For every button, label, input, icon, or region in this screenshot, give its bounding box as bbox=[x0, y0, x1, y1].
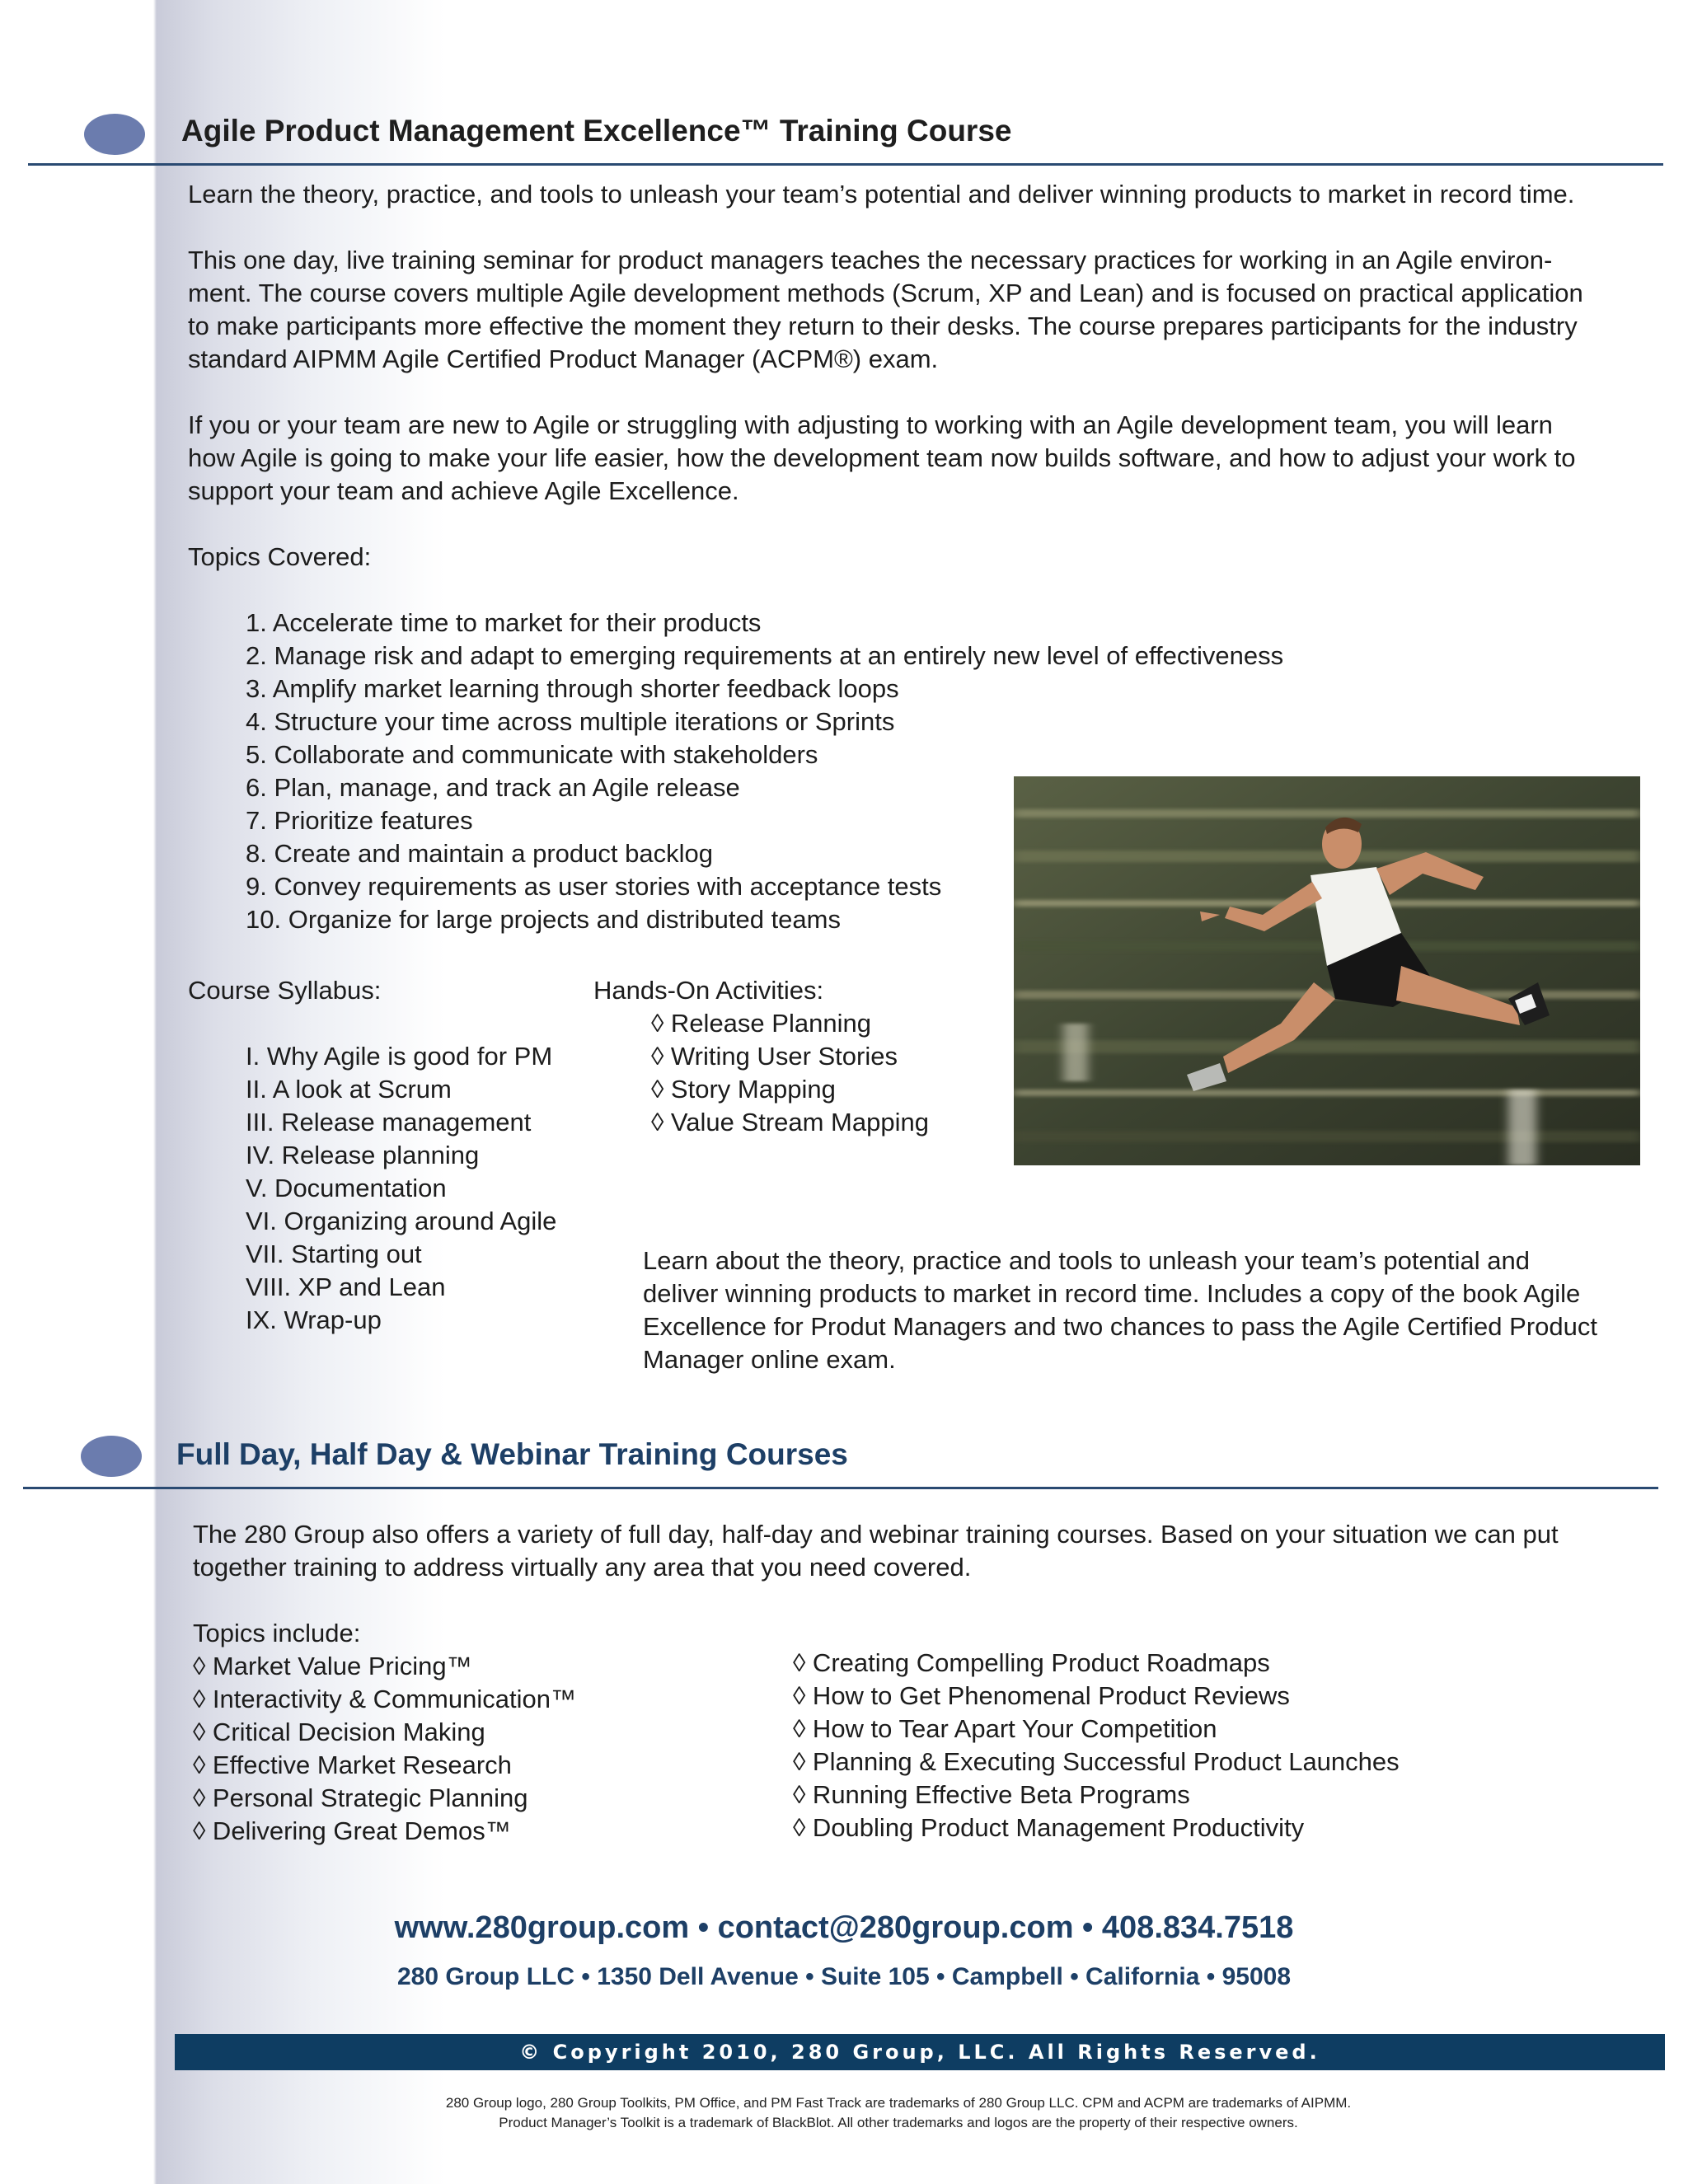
list-item: VII. Starting out bbox=[246, 1240, 422, 1268]
hands-on-activities-list bbox=[651, 1007, 929, 1139]
copyright-bar: © Copyright 2010, 280 Group, LLC. All Rights Reserved. bbox=[175, 2034, 1665, 2070]
list-item: ◊ Market Value Pricing™ bbox=[193, 1652, 472, 1680]
address-line: 280 Group LLC • 1350 Dell Avenue • Suite 105 • Campbell • California • 95008 bbox=[397, 1963, 1291, 1990]
topics-right-list bbox=[793, 1647, 1400, 1844]
list-item: 2. Manage risk and adapt to emerging requirements at an entirely new level of effectiveness bbox=[246, 641, 1284, 670]
course-summary bbox=[643, 1244, 1597, 1376]
paragraph-line: together training to address virtually any area that you need covered. bbox=[193, 1553, 972, 1582]
section2-title: Full Day, Half Day & Webinar Training Courses bbox=[176, 1437, 848, 1471]
paragraph-line: If you or your team are new to Agile or struggling with adjusting to working with an Agile development team, you will learn bbox=[188, 410, 1553, 439]
hands-on-activities-heading: Hands-On Activities: bbox=[593, 976, 824, 1005]
list-item: 4. Structure your time across multiple iterations or Sprints bbox=[246, 707, 895, 736]
list-item: ◊ Critical Decision Making bbox=[193, 1718, 485, 1746]
list-item: IX. Wrap-up bbox=[246, 1305, 382, 1334]
paragraph-line: Excellence for Produt Managers and two chances to pass the Agile Certified Product bbox=[643, 1312, 1597, 1341]
list-item: ◊ Planning & Executing Successful Product Launches bbox=[793, 1747, 1400, 1776]
list-item: 7. Prioritize features bbox=[246, 806, 473, 835]
course-syllabus-list bbox=[246, 1040, 556, 1337]
list-item: 5. Collaborate and communicate with stakeholders bbox=[246, 740, 818, 769]
list-item: ◊ Personal Strategic Planning bbox=[193, 1783, 528, 1812]
list-item: III. Release management bbox=[246, 1108, 532, 1137]
list-item: II. A look at Scrum bbox=[246, 1075, 452, 1104]
topics-covered-heading: Topics Covered: bbox=[188, 542, 372, 571]
list-item: ◊ How to Get Phenomenal Product Reviews bbox=[793, 1681, 1290, 1710]
paragraph-line: how Agile is going to make your life easier, how the development team now builds software, and how to adjust your work to bbox=[188, 443, 1576, 472]
contact-line[interactable]: www.280group.com • contact@280group.com • 408.834.7518 bbox=[394, 1910, 1294, 1945]
list-item: ◊ Running Effective Beta Programs bbox=[793, 1780, 1190, 1809]
section1-divider bbox=[28, 163, 1663, 166]
trademark-line: 280 Group logo, 280 Group Toolkits, PM Office, and PM Fast Track are trademarks of 280 Group LLC. CPM and ACPM are trademarks of AIPMM. bbox=[445, 2095, 1352, 2111]
list-item: V. Documentation bbox=[246, 1174, 447, 1202]
list-item: 6. Plan, manage, and track an Agile release bbox=[246, 773, 740, 802]
list-item: ◊ Doubling Product Management Productivity bbox=[793, 1813, 1305, 1842]
section-bullet-icon bbox=[84, 114, 145, 155]
list-item: 3. Amplify market learning through shorter feedback loops bbox=[246, 674, 899, 703]
section1-description bbox=[188, 244, 1583, 376]
paragraph-line: to make participants more effective the moment they return to their desks. The course prepares participants for the industry bbox=[188, 312, 1578, 340]
list-item: ◊ How to Tear Apart Your Competition bbox=[793, 1714, 1217, 1743]
section-bullet-icon bbox=[81, 1436, 142, 1477]
list-item: ◊ Effective Market Research bbox=[193, 1750, 512, 1779]
paragraph-line: ment. The course covers multiple Agile development methods (Scrum, XP and Lean) and is focused on practical application bbox=[188, 279, 1583, 307]
paragraph-line: Learn about the theory, practice and tools to unleash your team’s potential and bbox=[643, 1246, 1530, 1275]
topics-include-heading: Topics include: bbox=[193, 1619, 361, 1647]
list-item: VI. Organizing around Agile bbox=[246, 1207, 557, 1235]
course-syllabus-heading: Course Syllabus: bbox=[188, 976, 382, 1005]
list-item: ◊ Creating Compelling Product Roadmaps bbox=[793, 1648, 1270, 1677]
hurdler-photo bbox=[1014, 776, 1640, 1165]
list-item: ◊ Value Stream Mapping bbox=[651, 1108, 929, 1137]
list-item: ◊ Delivering Great Demos™ bbox=[193, 1816, 511, 1845]
list-item: ◊ Interactivity & Communication™ bbox=[193, 1685, 576, 1713]
section1-title: Agile Product Management Excellence™ Training Course bbox=[181, 114, 1012, 148]
list-item: 10. Organize for large projects and distributed teams bbox=[246, 905, 841, 934]
list-item: ◊ Story Mapping bbox=[651, 1075, 836, 1104]
trademark-line: Product Manager’s Toolkit is a trademark of BlackBlot. All other trademarks and logos are the property of their respective owners. bbox=[499, 2115, 1298, 2130]
paragraph-line: The 280 Group also offers a variety of full day, half-day and webinar training courses. Based on your situation we can put bbox=[193, 1520, 1559, 1549]
list-item: ◊ Release Planning bbox=[651, 1009, 871, 1038]
section1-intro: Learn the theory, practice, and tools to unleash your team’s potential and deliver winning products to market in record time. bbox=[188, 180, 1575, 209]
paragraph-line: This one day, live training seminar for product managers teaches the necessary practices for working in an Agile environ- bbox=[188, 246, 1553, 274]
list-item: I. Why Agile is good for PM bbox=[246, 1042, 553, 1071]
list-item: 1. Accelerate time to market for their products bbox=[246, 608, 762, 637]
paragraph-line: Manager online exam. bbox=[643, 1345, 896, 1374]
paragraph-line: standard AIPMM Agile Certified Product Manager (ACPM®) exam. bbox=[188, 344, 939, 373]
topics-left-list bbox=[193, 1650, 576, 1848]
section2-intro bbox=[193, 1518, 1559, 1584]
list-item: 9. Convey requirements as user stories with acceptance tests bbox=[246, 872, 942, 901]
list-item: IV. Release planning bbox=[246, 1141, 480, 1169]
trademark-notice bbox=[280, 2093, 1517, 2133]
section2-divider bbox=[23, 1487, 1658, 1489]
paragraph-line: deliver winning products to market in record time. Includes a copy of the book Agile bbox=[643, 1279, 1581, 1308]
list-item: VIII. XP and Lean bbox=[246, 1272, 446, 1301]
paragraph-line: support your team and achieve Agile Excellence. bbox=[188, 476, 739, 505]
section1-audience bbox=[188, 409, 1576, 508]
list-item: 8. Create and maintain a product backlog bbox=[246, 839, 713, 868]
list-item: ◊ Writing User Stories bbox=[651, 1042, 898, 1071]
